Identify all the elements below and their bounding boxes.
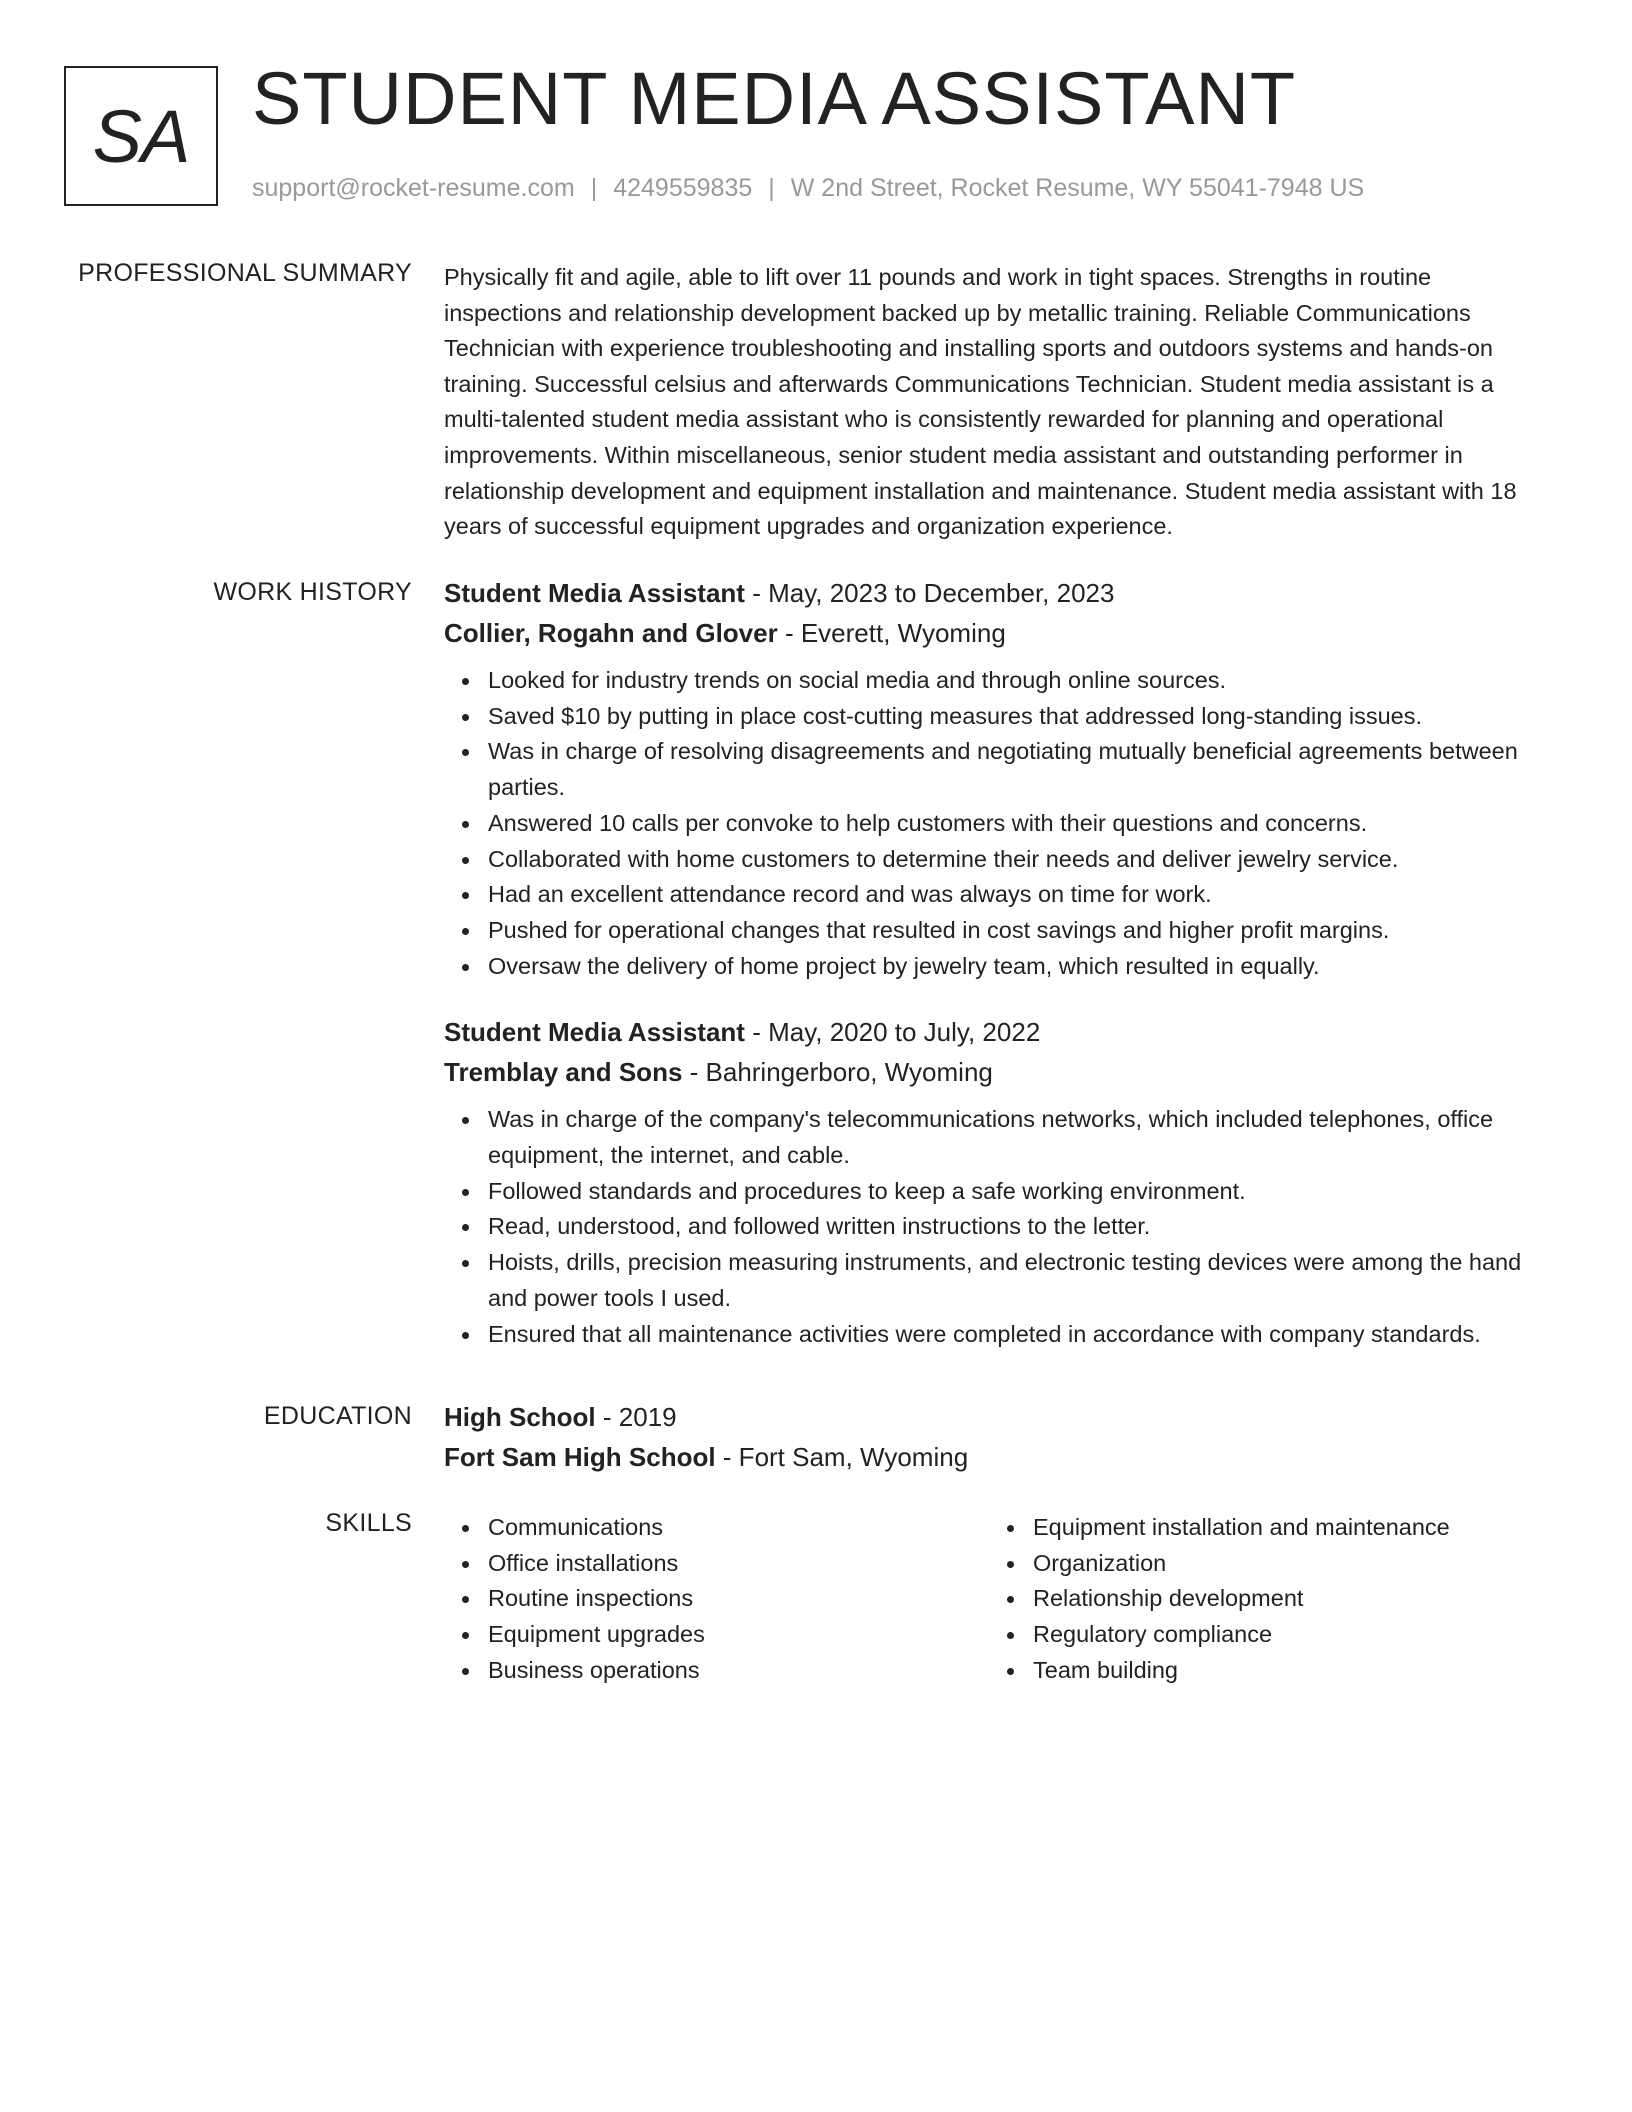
education-school: Fort Sam High School bbox=[444, 1442, 716, 1472]
job-bullet: Looked for industry trends on social media and through online sources. bbox=[488, 663, 1554, 699]
skill-item: Business operations bbox=[488, 1653, 989, 1689]
job-bullet: Hoists, drills, precision measuring instruments, and electronic testing devices were among the hand and power tools I used. bbox=[488, 1245, 1554, 1316]
skills-list bbox=[989, 1510, 1534, 1689]
job-bullet: Answered 10 calls per convoke to help customers with their questions and concerns. bbox=[488, 806, 1554, 842]
job-bullet: Was in charge of the company's telecommunications networks, which included telephones, office equipment, the internet, and cable. bbox=[488, 1102, 1554, 1173]
contact-address: W 2nd Street, Rocket Resume, WY 55041-7948 US bbox=[790, 174, 1365, 202]
job-company-line bbox=[444, 613, 1554, 653]
job-bullets bbox=[444, 1102, 1554, 1352]
skill-item: Communications bbox=[488, 1510, 989, 1546]
job-role: Student Media Assistant bbox=[444, 1017, 745, 1048]
contact-line bbox=[252, 174, 1364, 203]
job-bullet: Collaborated with home customers to determine their needs and deliver jewelry service. bbox=[488, 842, 1554, 878]
skill-item: Organization bbox=[1033, 1546, 1534, 1582]
job-bullet: Saved $10 by putting in place cost-cutting measures that addressed long-standing issues. bbox=[488, 699, 1554, 735]
contact-phone: 4249559835 bbox=[613, 174, 753, 202]
job-entry bbox=[444, 573, 1554, 984]
job-company: Collier, Rogahn and Glover bbox=[444, 618, 778, 648]
skill-item: Relationship development bbox=[1033, 1581, 1534, 1617]
skill-item: Equipment upgrades bbox=[488, 1617, 989, 1653]
job-dates: - May, 2023 to December, 2023 bbox=[744, 578, 1115, 608]
job-role: Student Media Assistant bbox=[444, 578, 745, 608]
summary-heading: PROFESSIONAL SUMMARY bbox=[78, 259, 412, 287]
education-year: - 2019 bbox=[595, 1402, 677, 1432]
job-bullet: Ensured that all maintenance activities were completed in accordance with company standards. bbox=[488, 1317, 1554, 1353]
job-bullet: Pushed for operational changes that resulted in cost savings and higher profit margins. bbox=[488, 913, 1554, 949]
work-history-heading: WORK HISTORY bbox=[213, 578, 412, 606]
skill-item: Team building bbox=[1033, 1653, 1534, 1689]
monogram-initials: SA bbox=[92, 94, 190, 178]
job-title-line bbox=[444, 573, 1554, 613]
education-heading: EDUCATION bbox=[263, 1402, 412, 1430]
education-location: - Fort Sam, Wyoming bbox=[715, 1442, 969, 1472]
education-degree-line bbox=[444, 1397, 1554, 1437]
job-bullet: Oversaw the delivery of home project by jewelry team, which resulted in equally. bbox=[488, 949, 1554, 985]
contact-separator: | bbox=[768, 174, 775, 202]
job-dates: - May, 2020 to July, 2022 bbox=[744, 1017, 1041, 1048]
education-school-line bbox=[444, 1437, 1554, 1477]
skills-column-right bbox=[989, 1510, 1534, 1689]
skill-item: Office installations bbox=[488, 1546, 989, 1582]
job-company: Tremblay and Sons bbox=[444, 1057, 683, 1088]
contact-email: support@rocket-resume.com bbox=[252, 174, 575, 202]
skills-heading: SKILLS bbox=[325, 1509, 412, 1537]
job-bullet: Read, understood, and followed written instructions to the letter. bbox=[488, 1209, 1554, 1245]
job-location: - Everett, Wyoming bbox=[777, 618, 1006, 648]
job-entry bbox=[444, 1012, 1554, 1352]
education-degree: High School bbox=[444, 1402, 596, 1432]
job-bullet: Had an excellent attendance record and was always on time for work. bbox=[488, 877, 1554, 913]
skills-list bbox=[444, 1510, 989, 1689]
summary-text: Physically fit and agile, able to lift over 11 pounds and work in tight spaces. Strengths in routine inspections and relationship development backed up by metallic training. Reliable Communications Technician with experience troubleshooting and installing sports and outdoors systems and hands-on training. Successful celsius and afterwards Communications Technician. Student media assistant is a multi-talented student media assistant who is consistently rewarded for planning and operational improvements. Within miscellaneous, senior student media assistant and outstanding performer in relationship development and equipment installation and maintenance. Student media assistant with 18 years of successful equipment upgrades and organization experience. bbox=[444, 264, 1517, 540]
job-bullets bbox=[444, 663, 1554, 984]
contact-separator: | bbox=[590, 174, 598, 202]
job-bullet: Was in charge of resolving disagreements and negotiating mutually beneficial agreements between parties. bbox=[488, 734, 1554, 805]
job-title-line bbox=[444, 1012, 1554, 1052]
candidate-name: STUDENT MEDIA ASSISTANT bbox=[252, 57, 1297, 140]
skill-item: Equipment installation and maintenance bbox=[1033, 1510, 1534, 1546]
job-company-line bbox=[444, 1052, 1554, 1092]
skills-grid bbox=[444, 1510, 1554, 1689]
job-bullet: Followed standards and procedures to keep a safe working environment. bbox=[488, 1174, 1554, 1210]
monogram-box bbox=[64, 66, 218, 206]
skills-column-left bbox=[444, 1510, 989, 1689]
skill-item: Routine inspections bbox=[488, 1581, 989, 1617]
skill-item: Regulatory compliance bbox=[1033, 1617, 1534, 1653]
job-location: - Bahringerboro, Wyoming bbox=[682, 1057, 993, 1088]
